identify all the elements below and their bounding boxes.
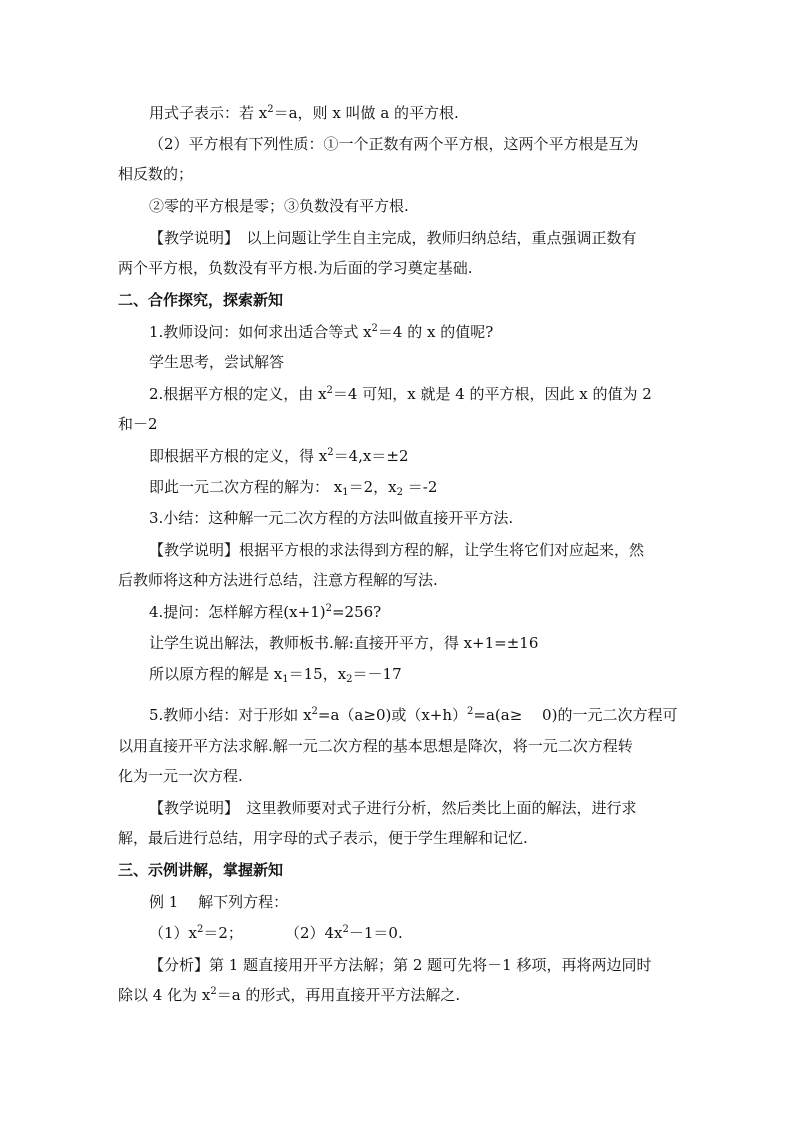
example-title: 例 1 解下列方程： (149, 893, 289, 911)
text-line: （2）平方根有下列性质：①一个正数有两个平方根，这两个平方根是互为 (149, 135, 639, 153)
analysis: 【分析】第 1 题直接用开平方法解；第 2 题可先将－1 移项，再将两边同时 (149, 956, 652, 974)
text-line: 1.教师设问：如何求出适合等式 $x^2=4$ 的 x 的值呢? (149, 323, 494, 341)
example-items: $(1)x^2=2$； $(2)4x^2-1=0$. (149, 924, 403, 942)
section-heading: 三、示例讲解，掌握新知 (118, 861, 284, 879)
text-line: 3.小结：这种解一元二次方程的方法叫做直接开平方法. (149, 509, 514, 527)
text-line: 学生思考，尝试解答 (149, 353, 285, 371)
text-line: 化为一元一次方程. (118, 767, 243, 785)
text-line: 即此一元二次方程的解为： $x_1=2$，$x_2 =-2$ (149, 478, 438, 498)
text-line: 相反数的； (118, 165, 194, 183)
text-line: 让学生说出解法，教师板书.解:直接开平方，得 x+1=±16 (149, 634, 539, 652)
teaching-note: 后教师将这种方法进行总结，注意方程解的写法. (118, 571, 438, 589)
text-line: 和－2 (118, 415, 158, 433)
analysis: 除以 4 化为 $x^2=a$ 的形式，再用直接开平方法解之. (118, 986, 461, 1004)
teaching-note: 【教学说明】 这里教师要对式子进行分析，然后类比上面的解法，进行求 (149, 799, 637, 817)
text-line: 用式子表示：若 $x^2=a$，则 x 叫做 a 的平方根. (149, 104, 459, 122)
text-line: ②零的平方根是零；③负数没有平方根. (149, 197, 409, 215)
teaching-note: 解，最后进行总结，用字母的式子表示，便于学生理解和记忆. (118, 829, 528, 847)
text-line: 所以原方程的解是 $x_1=15$，$x_2=-17$ (149, 665, 402, 685)
text-line: 即根据平方根的定义，得 $x^2=4,x=\pm 2$ (149, 447, 409, 465)
teaching-note: 【教学说明】 以上问题让学生自主完成，教师归纳总结，重点强调正数有 (149, 229, 637, 247)
text-line: 2.根据平方根的定义，由 $x^2=4$ 可知，x 就是 4 的平方根，因此 x 的值为 2 (149, 385, 652, 403)
section-heading: 二、合作探究，探索新知 (118, 291, 284, 309)
teaching-note: 两个平方根，负数没有平方根.为后面的学习奠定基础. (118, 259, 473, 277)
teaching-note: 【教学说明】根据平方根的求法得到方程的解，让学生将它们对应起来，然 (149, 541, 645, 559)
text-line: 5.教师小结：对于形如 $x^2=a(a\ge 0)$或$(x+h)^2=a(a\ge$ 0)的一元二次方程可 (149, 706, 678, 724)
text-line: 4.提问：怎样解方程$(x+1)^2=256$? (149, 603, 382, 621)
text-line: 以用直接开平方法求解.解一元二次方程的基本思想是降次，将一元二次方程转 (118, 737, 633, 755)
